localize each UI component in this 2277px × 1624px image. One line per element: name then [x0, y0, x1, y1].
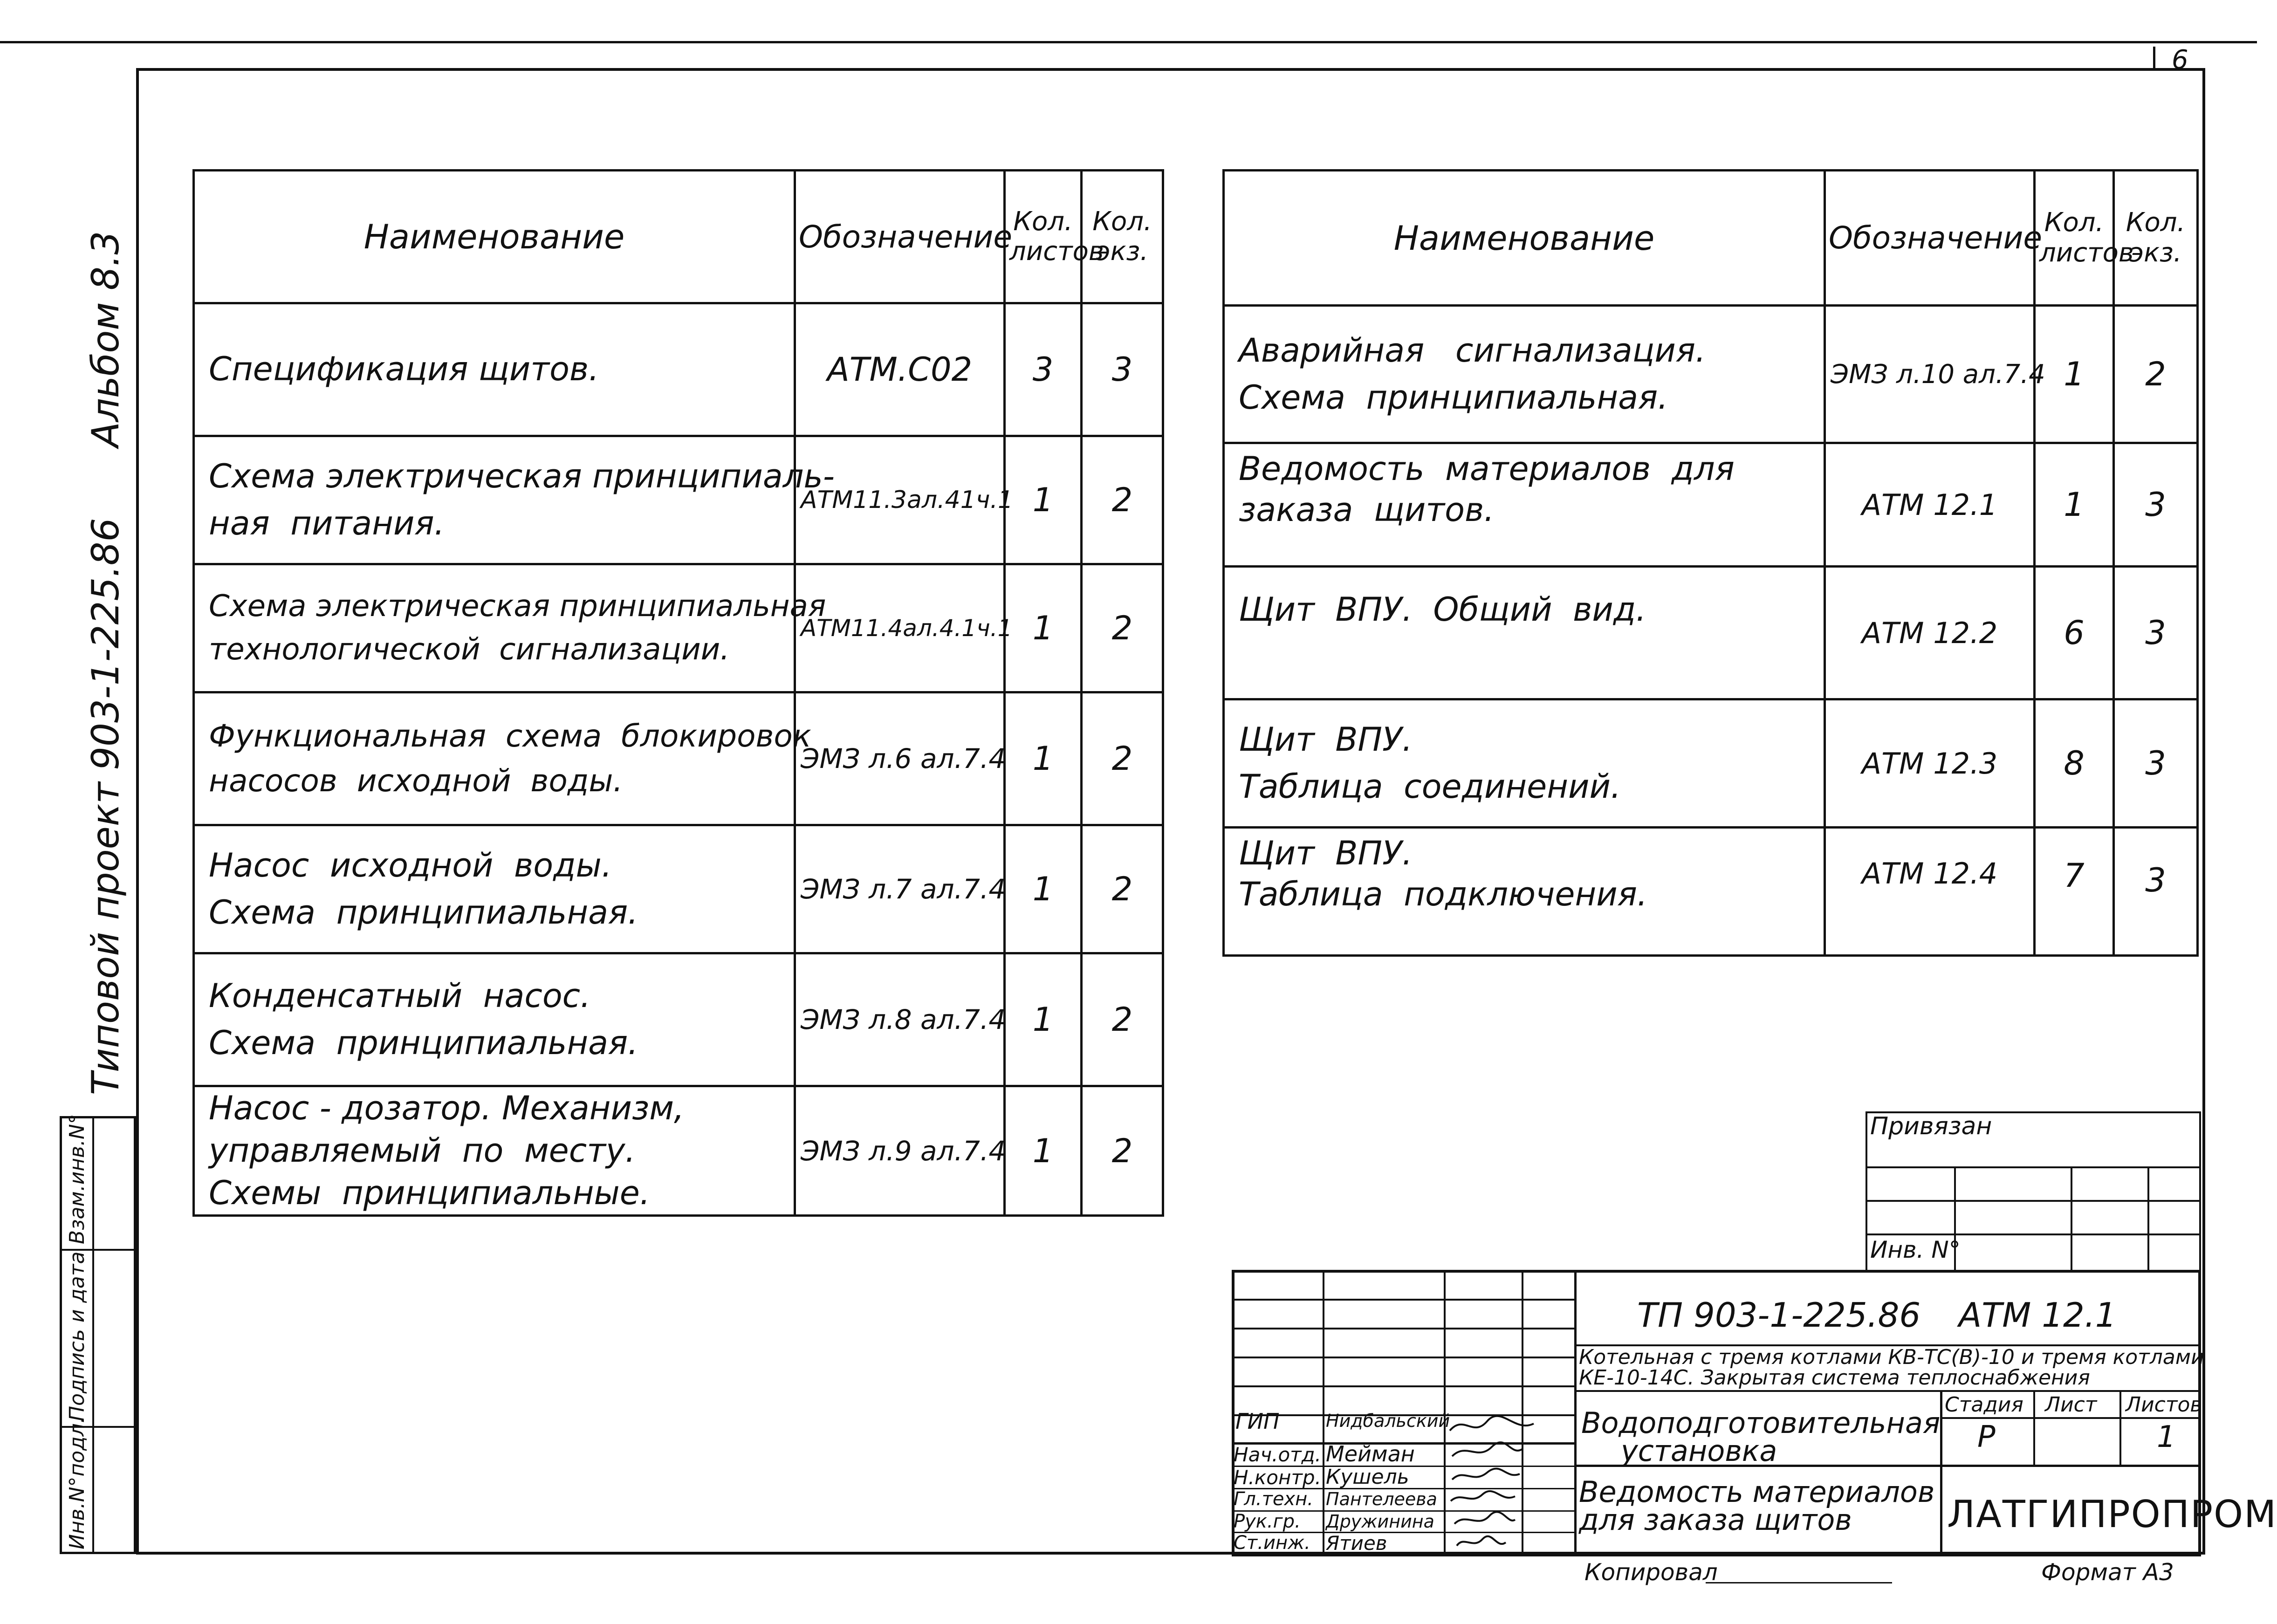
organization-name: ЛАТГИПРОПРОМ: [1947, 1493, 2277, 1536]
person-senior-eng: Ятиев: [1326, 1532, 1387, 1555]
row-sheets: 1: [1005, 436, 1082, 564]
row-sheets: 1: [1005, 692, 1082, 825]
table-row: [1224, 306, 2198, 443]
row-name: Конденсатный насос. Схема принципиальная.: [194, 953, 795, 1086]
header-sheets: Кол. листов: [1005, 171, 1082, 303]
stage-label: Стадия: [1945, 1393, 2023, 1417]
role-chief-tech: Гл.техн.: [1234, 1488, 1314, 1510]
side-stamp-divider: [92, 1116, 94, 1554]
row-code: АТМ 12.2: [1825, 567, 2035, 699]
role-head-dept: Нач.отд.: [1234, 1443, 1322, 1466]
grid-col-line: [1323, 1270, 1324, 1556]
sheets-value: 1: [2157, 1420, 2176, 1454]
binding-row-line: [1865, 1166, 2201, 1168]
table-header-row: [194, 171, 1163, 303]
header-name: Наименование: [1224, 171, 1825, 306]
row-copies: 2: [1082, 825, 1163, 953]
row-code: ЭМЗ л.10 ал.7.4: [1825, 306, 2035, 443]
grid-col-line: [1574, 1270, 1577, 1556]
stage-header-line: [1940, 1417, 2201, 1419]
binding-col-line: [2071, 1166, 2072, 1272]
binding-col-line: [2147, 1166, 2149, 1272]
copied-signature-line: [1706, 1582, 1892, 1583]
row-sheets: 6: [2035, 567, 2114, 699]
row-copies: 2: [1082, 436, 1163, 564]
table-header-row: [1224, 171, 2198, 306]
row-copies: 2: [1082, 953, 1163, 1086]
row-code: ЭМЗ л.6 ал.7.4: [795, 692, 1005, 825]
title-block: [1232, 1270, 2277, 1556]
row-name: Щит ВПУ. Общий вид.: [1224, 567, 1825, 699]
signature-date-label: Подпись и дата: [65, 1251, 89, 1421]
person-gip: Нидбальский: [1326, 1411, 1450, 1431]
table-row: [1224, 443, 2198, 567]
row-copies: 2: [1082, 564, 1163, 692]
sheet-title-line-1: Ведомость материалов: [1579, 1475, 1935, 1509]
grid-row-line: [1232, 1357, 1574, 1358]
person-norm-control: Кушель: [1326, 1465, 1409, 1489]
right-document-table: [1222, 169, 2199, 957]
binding-inv-label: Инв. N°: [1870, 1236, 1961, 1263]
left-document-table: [192, 169, 1164, 1217]
role-gip: ГИП: [1235, 1409, 1280, 1434]
doc-code: ТП 903-1-225.86: [1637, 1295, 1921, 1335]
row-copies: 2: [1082, 692, 1163, 825]
binding-block: [1865, 1111, 2201, 1272]
sheet-label: Лист: [2045, 1393, 2097, 1417]
header-copies: Кол. экз.: [1082, 171, 1163, 303]
row-name: Ведомость материалов для заказа щитов.: [1224, 443, 1825, 567]
copied-label: Копировал: [1584, 1559, 1718, 1586]
role-group-lead: Рук.гр.: [1234, 1511, 1301, 1532]
table-row: [194, 1086, 1163, 1216]
row-code: ЭМЗ л.9 ал.7.4: [795, 1086, 1005, 1216]
row-code: АТМ 12.3: [1825, 699, 2035, 828]
row-name: Щит ВПУ. Таблица соединений.: [1224, 699, 1825, 828]
table-row: [1224, 699, 2198, 828]
stage-col-line: [2033, 1390, 2035, 1465]
row-copies: 2: [2114, 306, 2198, 443]
row-code: ЭМЗ л.7 ал.7.4: [795, 825, 1005, 953]
row-code: ЭМЗ л.8 ал.7.4: [795, 953, 1005, 1086]
stage-value: Р: [1977, 1420, 1996, 1454]
table-row: [1224, 828, 2198, 956]
table-row: [194, 303, 1163, 436]
object-name-line-2: установка: [1621, 1434, 1777, 1468]
description-divider: [1574, 1390, 2201, 1392]
row-name: Насос исходной воды. Схема принципиальная.: [194, 825, 795, 953]
signatures-scribbles: [1445, 1410, 1538, 1563]
table-row: [194, 953, 1163, 1086]
row-sheets: 8: [2035, 699, 2114, 828]
row-sheets: 7: [2035, 828, 2114, 956]
row-code: АТМ.С02: [795, 303, 1005, 436]
row-sheets: 1: [1005, 825, 1082, 953]
person-chief-tech: Пантелеева: [1326, 1489, 1437, 1509]
row-name: Аварийная сигнализация. Схема принципиальная.: [1224, 306, 1825, 443]
format-label: Формат А3: [2041, 1559, 2174, 1586]
project-label: Типовой проект 903-1-225.86: [84, 518, 127, 1095]
row-copies: 3: [2114, 567, 2198, 699]
stage-block-left-line: [1940, 1390, 1942, 1556]
table-row: [194, 564, 1163, 692]
row-copies: 3: [1082, 303, 1163, 436]
grid-row-line: [1232, 1328, 1574, 1329]
row-sheets: 1: [2035, 443, 2114, 567]
person-head-dept: Мейман: [1326, 1441, 1415, 1466]
row-copies: 2: [1082, 1086, 1163, 1216]
table-row: [194, 825, 1163, 953]
row-name: Насос - дозатор. Механизм, управляемый по месту. Схемы принципиальные.: [194, 1086, 795, 1216]
row-sheets: 1: [1005, 1086, 1082, 1216]
object-name-line-1: Водоподготовительная: [1581, 1406, 1941, 1440]
row-copies: 3: [2114, 443, 2198, 567]
header-code: Обозначение: [1825, 171, 2035, 306]
person-group-lead: Дружинина: [1326, 1511, 1434, 1532]
sheet-title-line-2: для заказа щитов: [1579, 1503, 1852, 1537]
row-name: Спецификация щитов.: [194, 303, 795, 436]
binding-title: Привязан: [1870, 1112, 1992, 1140]
row-code: АТМ 12.4: [1825, 828, 2035, 956]
table-row: [1224, 567, 2198, 699]
side-stamp-row-line: [60, 1249, 136, 1251]
row-name: Схема электрическая принципиаль- ная питания.: [194, 436, 795, 564]
description-line-2: КЕ-10-14С. Закрытая система теплоснабжения: [1579, 1366, 2090, 1390]
page-number: 6: [2172, 45, 2188, 75]
role-senior-eng: Ст.инж.: [1234, 1532, 1310, 1554]
inv-orig-label: Инв.N°подл.: [65, 1417, 89, 1549]
grid-row-line: [1232, 1299, 1574, 1301]
row-copies: 3: [2114, 699, 2198, 828]
header-name: Наименование: [194, 171, 795, 303]
row-sheets: 1: [1005, 953, 1082, 1086]
grid-row-line: [1232, 1385, 1574, 1387]
row-name: Функциональная схема блокировок насосов исходной воды.: [194, 692, 795, 825]
top-edge-line: [0, 41, 2257, 43]
replace-inv-label: Взам.инв.N°: [65, 1114, 89, 1244]
description-line-1: Котельная с тремя котлами КВ-ТС(В)-10 и тремя котлами: [1579, 1345, 2204, 1369]
sheets-label: Листов: [2126, 1393, 2202, 1417]
stage-col-line: [2119, 1390, 2121, 1465]
header-copies: Кол. экз.: [2114, 171, 2198, 306]
row-copies: 3: [2114, 828, 2198, 956]
row-sheets: 3: [1005, 303, 1082, 436]
row-sheets: 1: [1005, 564, 1082, 692]
row-name: Щит ВПУ. Таблица подключения.: [1224, 828, 1825, 956]
table-row: [194, 436, 1163, 564]
row-code: АТМ11.3ал.41ч.1: [795, 436, 1005, 564]
object-divider: [1574, 1465, 2201, 1467]
row-code: АТМ 12.1: [1825, 443, 2035, 567]
role-norm-control: Н.контр.: [1234, 1466, 1321, 1489]
header-sheets: Кол. листов: [2035, 171, 2114, 306]
album-label: Альбом 8.3: [84, 231, 127, 447]
row-sheets: 1: [2035, 306, 2114, 443]
binding-row-line: [1865, 1233, 2201, 1235]
row-code: АТМ11.4ал.4.1ч.1: [795, 564, 1005, 692]
header-code: Обозначение: [795, 171, 1005, 303]
row-name: Схема электрическая принципиальная технологической сигнализации.: [194, 564, 795, 692]
binding-row-line: [1865, 1200, 2201, 1202]
table-row: [194, 692, 1163, 825]
sheet-code: АТМ 12.1: [1959, 1295, 2117, 1335]
